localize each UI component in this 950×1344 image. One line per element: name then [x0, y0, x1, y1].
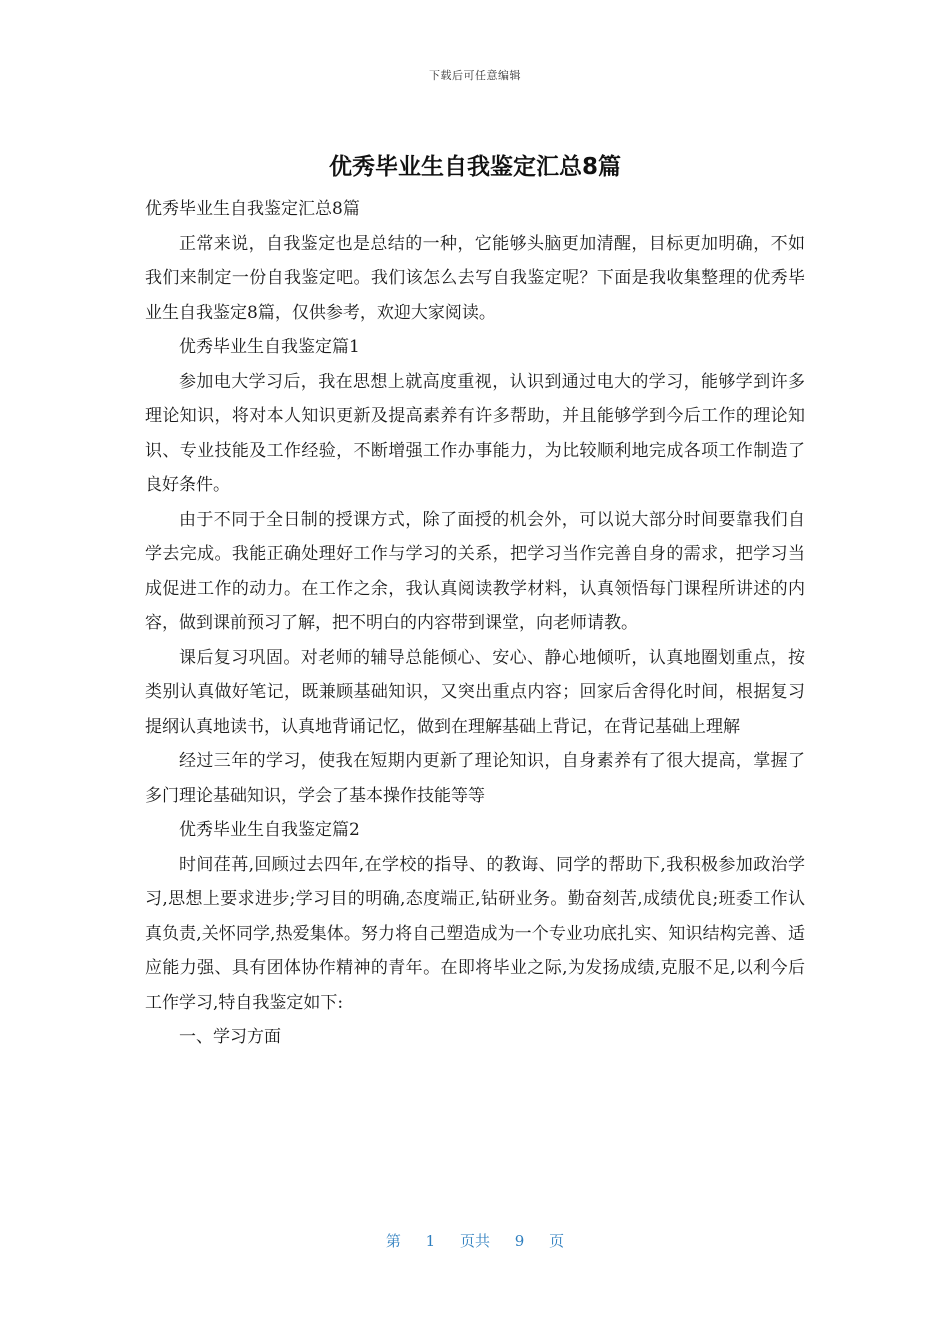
footer-total-pages: 9 [514, 1232, 525, 1250]
section-heading-2: 优秀毕业生自我鉴定篇2 [179, 820, 360, 840]
body-paragraph: 参加电大学习后，我在思想上就高度重视，认识到通过电大的学习，能够学到许多理论知识，将对本人知识更新及提高素养有许多帮助，并且能够学到今后工作的理论知识、专业技能及工作经验，不断增强工作办事能力，为比较顺利地完成各项工作制造了良好条件。 [145, 371, 805, 495]
document-title: 优秀毕业生自我鉴定汇总8篇 [328, 154, 621, 180]
footer-page-number: 1 [425, 1232, 436, 1250]
page-footer [0, 1230, 950, 1251]
body-paragraph: 课后复习巩固。对老师的辅导总能倾心、安心、静心地倾听，认真地圈划重点，按类别认真做好笔记，既兼顾基础知识，又突出重点内容；回家后舍得化时间，根据复习提纲认真地读书，认真地背诵记忆，做到在理解基础上背记，在背记基础上理解 [145, 647, 805, 737]
footer-suffix: 页 [549, 1232, 565, 1250]
sub-heading: 一、学习方面 [179, 1027, 281, 1047]
body-paragraph: 由于不同于全日制的授课方式，除了面授的机会外，可以说大部分时间要靠我们自学去完成。我能正确处理好工作与学习的关系，把学习当作完善自身的需求，把学习当成促进工作的动力。在工作之余，我认真阅读教学材料，认真领悟每门课程所讲述的内容，做到课前预习了解，把不明白的内容带到课堂，向老师请教。 [145, 509, 805, 633]
document-body [145, 192, 805, 1055]
body-paragraph: 时间荏苒,回顾过去四年,在学校的指导、的教诲、同学的帮助下,我积极参加政治学习,思想上要求进步;学习目的明确,态度端正,钻研业务。勤奋刻苦,成绩优良;班委工作认真负责,关怀同学,热爱集体。努力将自己塑造成为一个专业功底扎实、知识结构完善、适应能力强、具有团体协作精神的青年。在即将毕业之际,为发扬成绩,克服不足,以利今后工作学习,特自我鉴定如下: [145, 854, 805, 1013]
footer-prefix: 第 [385, 1232, 401, 1250]
section-heading-1: 优秀毕业生自我鉴定篇1 [179, 337, 360, 357]
header-note: 下载后可任意编辑 [429, 69, 521, 82]
body-paragraph: 经过三年的学习，使我在短期内更新了理论知识，自身素养有了很大提高，掌握了多门理论基础知识，学会了基本操作技能等等 [145, 751, 805, 806]
footer-middle: 页共 [459, 1232, 490, 1250]
intro-paragraph: 正常来说，自我鉴定也是总结的一种，它能够头脑更加清醒，目标更加明确，不如我们来制定一份自我鉴定吧。我们该怎么去写自我鉴定呢？下面是我收集整理的优秀毕业生自我鉴定8篇，仅供参考，欢迎大家阅读。 [145, 233, 805, 323]
subtitle-paragraph: 优秀毕业生自我鉴定汇总8篇 [145, 199, 360, 219]
